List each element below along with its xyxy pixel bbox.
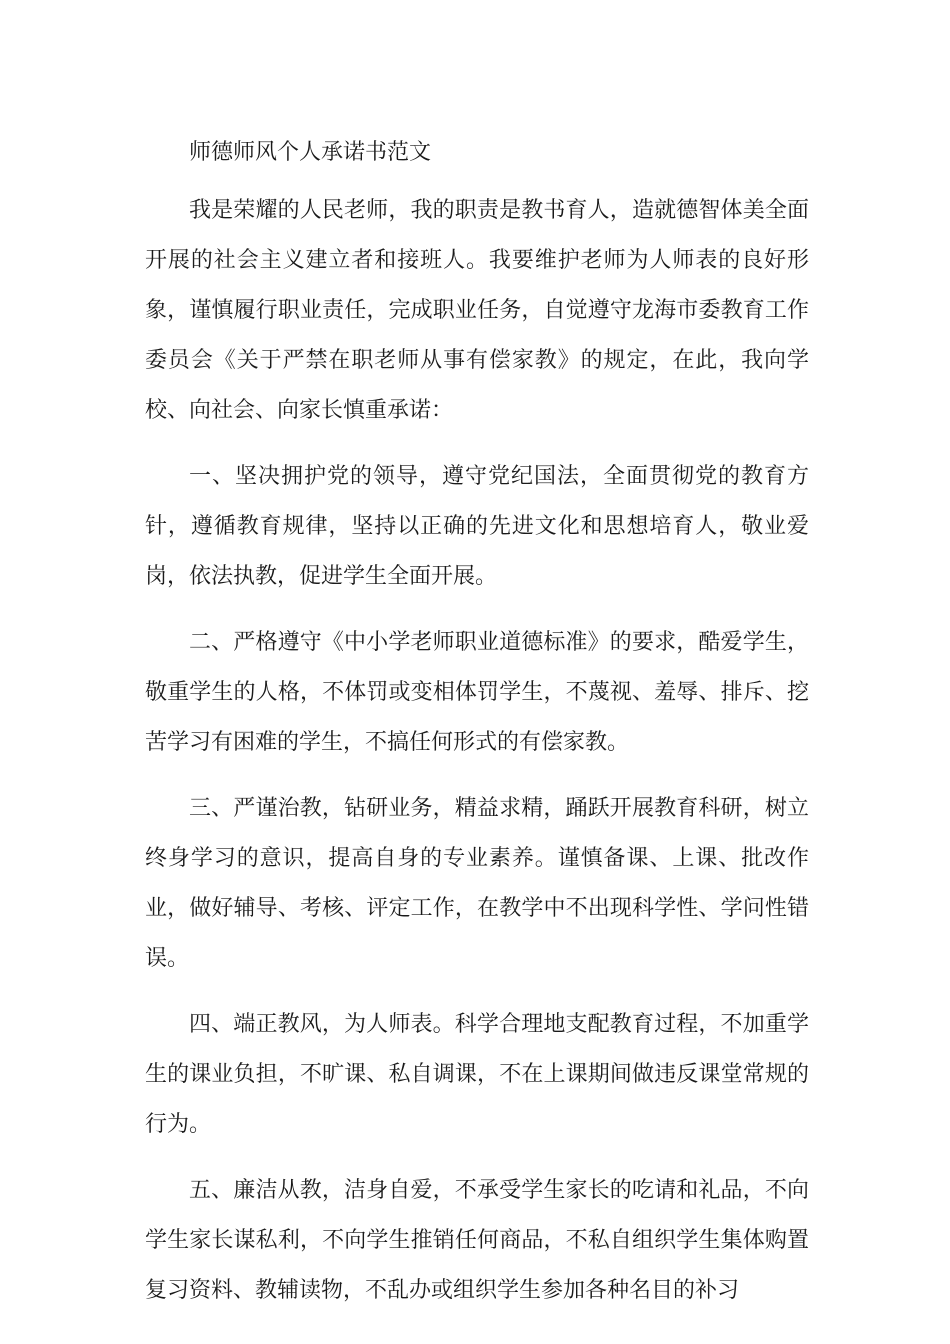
paragraph-item-3: 三、严谨治教，钻研业务，精益求精，踊跃开展教育科研，树立终身学习的意识，提高自身的专业素养。谨慎备课、上课、批改作业，做好辅导、考核、评定工作，在教学中不出现科学性、学问性错误。 xyxy=(145,796,809,971)
paragraph-intro: 我是荣耀的人民老师，我的职责是教书育人，造就德智体美全面开展的社会主义建立者和接班人。我要维护老师为人师表的良好形象，谨慎履行职业责任，完成职业任务，自觉遵守龙海市委教育工作委员会《关于严禁在职老师从事有偿家教》的规定，在此，我向学校、向社会、向家长慎重承诺： xyxy=(145,198,809,423)
paragraph-item-1: 一、坚决拥护党的领导，遵守党纪国法，全面贯彻党的教育方针，遵循教育规律，坚持以正确的先进文化和思想培育人，敬业爱岗，依法执教，促进学生全面开展。 xyxy=(145,464,809,589)
document-body xyxy=(145,136,809,1316)
paragraph-item-4: 四、端正教风，为人师表。科学合理地支配教育过程，不加重学生的课业负担，不旷课、私自调课，不在上课期间做违反课堂常规的行为。 xyxy=(145,1012,809,1137)
paragraph-item-2: 二、严格遵守《中小学老师职业道德标准》的要求，酷爱学生，敬重学生的人格，不体罚或变相体罚学生，不蔑视、羞辱、排斥、挖苦学习有困难的学生，不搞任何形式的有偿家教。 xyxy=(145,630,809,755)
document-title: 师德师风个人承诺书范文 xyxy=(189,140,432,165)
paragraph-item-5: 五、廉洁从教，洁身自爱，不承受学生家长的吃请和礼品，不向学生家长谋私利，不向学生推销任何商品，不私自组织学生集体购置复习资料、教辅读物，不乱办或组织学生参加各种名目的补习 xyxy=(145,1178,809,1303)
